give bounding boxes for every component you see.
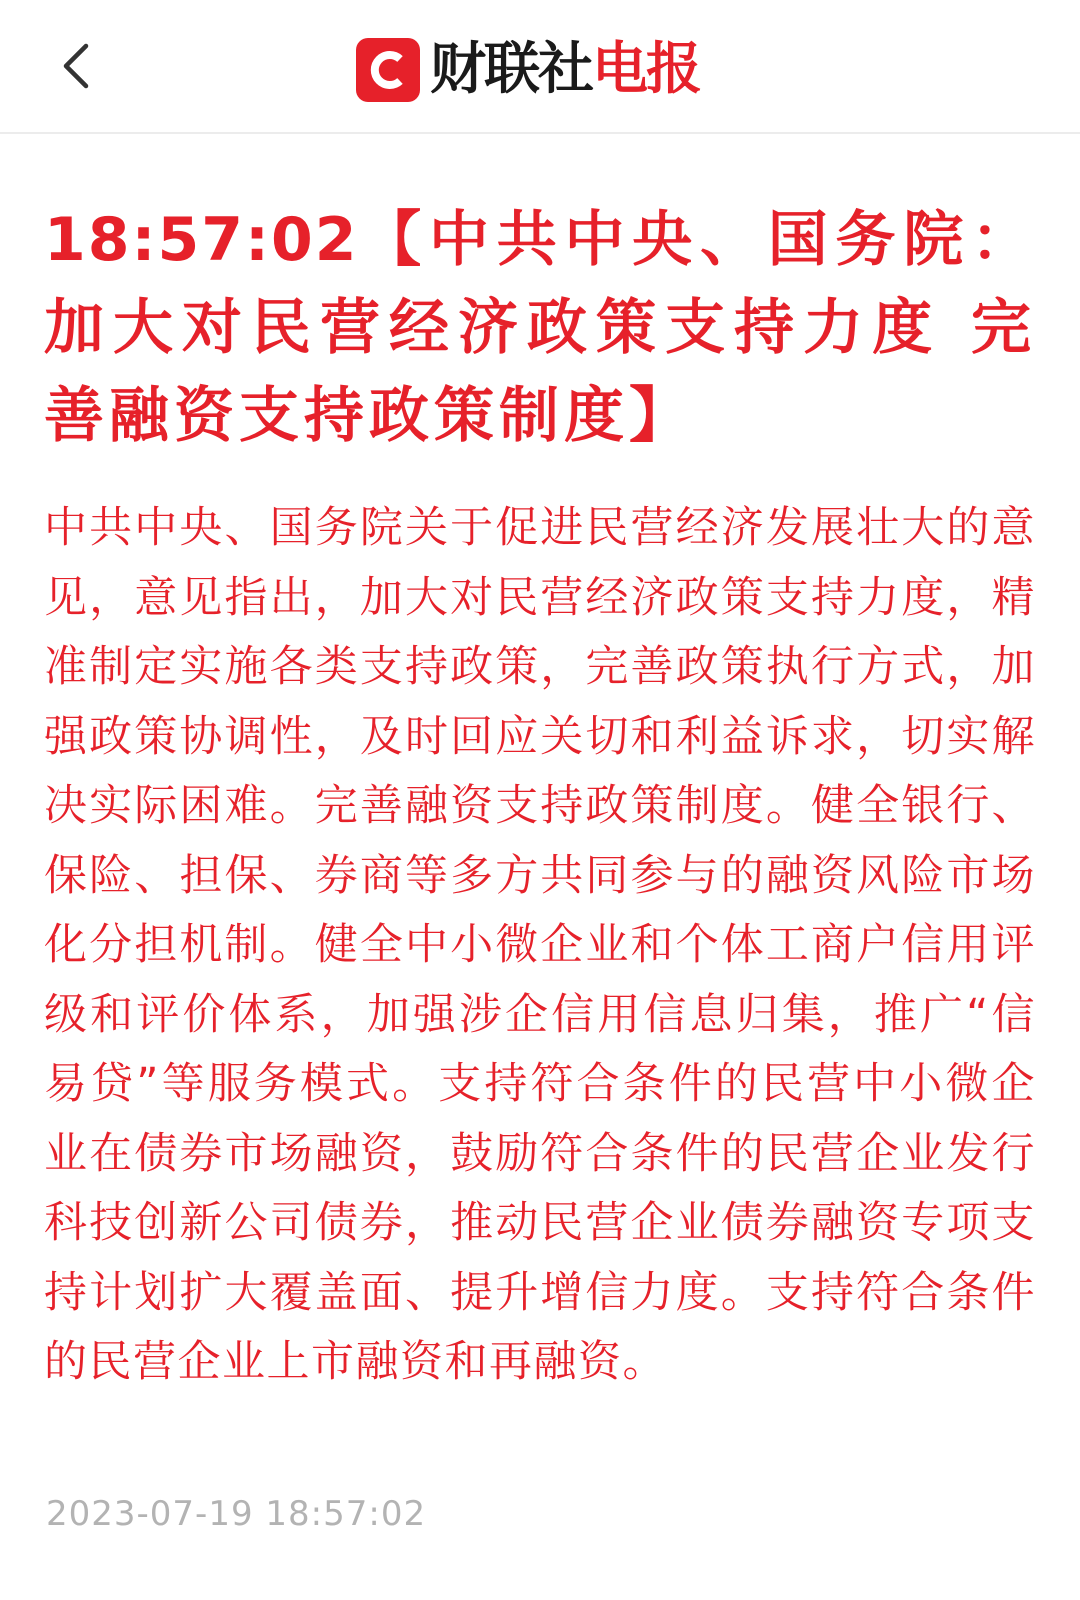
brand-accent: 电报 — [592, 37, 700, 102]
brand-logo-icon — [366, 48, 410, 92]
chevron-left-icon — [60, 42, 92, 90]
publish-timestamp: 2023-07-19 18:57:02 — [46, 1494, 427, 1534]
back-button[interactable] — [44, 30, 108, 102]
article-headline — [44, 196, 1036, 460]
article-body: 中共中央、国务院关于促进民营经济发展壮大的意见，意见指出，加大对民营经济政策支持力度，精准制定实施各类支持政策，完善政策执行方式，加强政策协调性，及时回应关切和利益诉求，切实解决实际困难。完善融资支持政策制度。健全银行、保险、担保、券商等多方共同参与的融资风险市场化分担机制。健全中小微企业和个体工商户信用评级和评价体系，加强涉企信用信息归集，推广“信易贷”等服务模式。支持符合条件的民营中小微企业在债券市场融资，鼓励符合条件的民营企业发行科技创新公司债券，推动民营企业债券融资专项支持计划扩大覆盖面、提升增信力度。支持符合条件的民营企业上市融资和再融资。 — [44, 503, 1036, 1387]
article — [44, 196, 1036, 1398]
brand-logo — [356, 38, 420, 102]
headline-title: 【中共中央、国务院：加大对民营经济政策支持力度 完善融资支持政策制度】 — [44, 205, 1036, 451]
headline-time: 18:57:02 — [44, 205, 359, 275]
brand-header — [356, 36, 700, 104]
top-navigation-bar — [0, 0, 1080, 134]
brand-name: 财联社 — [430, 37, 592, 102]
